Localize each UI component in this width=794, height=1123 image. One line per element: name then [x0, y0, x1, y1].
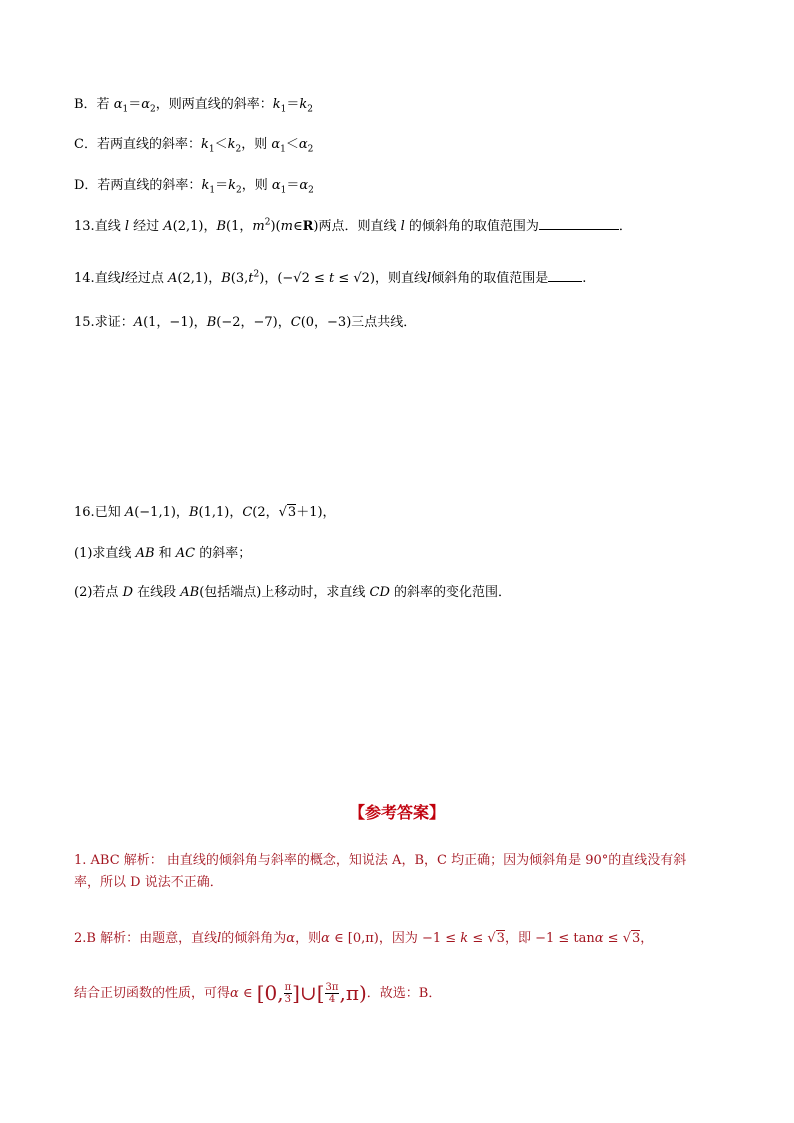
text: 经过点 — [124, 271, 169, 286]
equals: ＝ — [286, 97, 300, 112]
subscript: 1 — [208, 144, 215, 155]
t-symbol: t — [248, 271, 254, 286]
text: . — [582, 271, 587, 286]
point-b: B — [216, 219, 227, 234]
answer-blank[interactable] — [548, 269, 582, 282]
equals: ＝ — [215, 178, 229, 193]
text: ∈ — [238, 986, 257, 1001]
text: 已知 — [94, 505, 125, 520]
question-14 — [74, 269, 586, 288]
answer-1-line-2: 率，所以 D 说法不正确． — [74, 875, 223, 890]
text: (2， — [252, 505, 279, 520]
alpha-symbol: α — [594, 931, 604, 946]
text: 倾斜角的取值范围是 — [431, 271, 549, 286]
k-symbol: k — [272, 97, 281, 112]
text: )，(−√2 ≤ — [259, 271, 329, 286]
point-c: C — [290, 315, 301, 330]
alpha-symbol: α — [298, 137, 308, 152]
segment-ac: AC — [175, 546, 196, 561]
text: (0，−3)三点共线． — [300, 315, 417, 330]
text: )两点．则直线 — [313, 219, 401, 234]
point-b: B — [188, 505, 199, 520]
question-number: 15. — [74, 315, 95, 330]
text: ， — [640, 931, 654, 946]
superscript: 2 — [264, 217, 271, 228]
question-16 — [74, 504, 336, 522]
answer-blank[interactable] — [539, 217, 619, 230]
k-symbol: k — [201, 178, 210, 193]
segment-ab: AB — [135, 546, 155, 561]
text: 结合正切函数的性质，可得 — [74, 986, 231, 1001]
text: 2.B 解析：由题意，直线 — [74, 931, 218, 946]
subscript: 2 — [150, 104, 156, 115]
option-b — [74, 96, 313, 114]
text: ，即 −1 ≤ tan — [504, 931, 595, 946]
alpha-symbol: α — [286, 931, 296, 946]
fraction-pi-over-3 — [284, 982, 293, 1005]
real-set-symbol: R — [302, 219, 314, 234]
equals: ＝ — [128, 97, 142, 112]
alpha-symbol: α — [230, 986, 239, 1001]
point-a: A — [163, 219, 173, 234]
less-than: ＜ — [214, 137, 228, 152]
answer-2-line-1 — [74, 928, 724, 950]
text: ． — [618, 219, 632, 234]
subscript: 2 — [235, 185, 242, 196]
subscript: 1 — [280, 144, 286, 155]
alpha-symbol: α — [299, 178, 309, 193]
text: (1,1)， — [198, 505, 243, 520]
text: 和 — [154, 546, 176, 561]
subscript: 2 — [308, 185, 314, 196]
alpha-symbol: α — [271, 137, 281, 152]
text: ≤ √2)，则直线 — [334, 271, 428, 286]
option-c — [74, 136, 313, 154]
less-than: ＜ — [285, 137, 299, 152]
alpha-symbol: α — [141, 97, 150, 112]
subscript: 1 — [280, 185, 287, 196]
option-d — [74, 177, 314, 195]
alpha-symbol: α — [113, 97, 123, 112]
segment-ab: AB — [180, 585, 200, 600]
point-c: C — [242, 505, 253, 520]
answer-1 — [74, 850, 724, 894]
text: 直线 — [94, 219, 125, 234]
line-symbol: l — [120, 271, 125, 286]
interval-bracket: ]∪[ — [292, 981, 325, 1005]
point-a: A — [133, 315, 144, 330]
alpha-symbol: α — [271, 178, 281, 193]
text: ．故选：B． — [366, 986, 442, 1001]
superscript: 2 — [253, 269, 260, 280]
text: 的斜率的变化范围． — [389, 585, 512, 600]
numerator: 3π — [325, 982, 339, 993]
answer-2-line-2 — [74, 982, 724, 1005]
text: 经过 — [129, 219, 164, 234]
text: ∈ — [292, 219, 303, 234]
option-c-mid: ，则 — [241, 137, 272, 152]
k-symbol: k — [299, 97, 308, 112]
sqrt-sign: √ — [622, 931, 631, 946]
denominator: 3 — [284, 994, 292, 1005]
segment-cd: CD — [369, 585, 390, 600]
question-number: 16. — [74, 505, 95, 520]
point-a: A — [168, 271, 178, 286]
sqrt-sign: √ — [278, 505, 287, 520]
option-d-mid: ，则 — [241, 178, 272, 193]
option-b-mid: ，则两直线的斜率： — [155, 97, 273, 112]
point-b: B — [221, 271, 231, 286]
sqrt-value: 3 — [287, 505, 297, 520]
denominator: 4 — [328, 994, 336, 1005]
point-b: B — [206, 315, 217, 330]
subscript: 2 — [307, 104, 314, 115]
subscript: 1 — [209, 185, 216, 196]
k-symbol: k — [228, 178, 236, 193]
text: ＋1)， — [296, 505, 336, 520]
text: (2,1)， — [172, 219, 217, 234]
text: ∈ [0,π)，因为 −1 ≤ — [329, 931, 461, 946]
alpha-symbol: α — [321, 931, 330, 946]
fraction-3pi-over-4 — [325, 982, 340, 1005]
option-c-prefix: C．若两直线的斜率： — [74, 137, 201, 152]
point-a: A — [124, 505, 135, 520]
m-symbol: m — [252, 219, 265, 234]
text: 的倾斜角的取值范围为 — [404, 219, 539, 234]
subscript: 1 — [122, 104, 129, 115]
text: (3, — [230, 271, 249, 286]
answers-heading: 【参考答案】 — [348, 803, 445, 822]
m-symbol: m — [280, 219, 293, 234]
sqrt-sign: √ — [487, 931, 496, 946]
k-symbol: k — [460, 931, 469, 946]
line-symbol: l — [217, 931, 222, 946]
text: 直线 — [94, 271, 121, 286]
text: (2,1)， — [177, 271, 222, 286]
text: ≤ — [468, 931, 488, 946]
text: (−1,1)， — [134, 505, 189, 520]
text: (包括端点)上移动时，求直线 — [199, 585, 370, 600]
text: (2)若点 — [74, 585, 123, 600]
answer-1-line-1: 1. ABC 解析： 由直线的倾斜角与斜率的概念，知说法 A，B，C 均正确；因为倾斜角是 90°的直线没有斜 — [74, 853, 687, 868]
k-symbol: k — [227, 137, 236, 152]
text: 求证： — [94, 315, 134, 330]
numerator: π — [284, 982, 292, 993]
text: 的斜率； — [195, 546, 252, 561]
text: 的倾斜角为 — [221, 931, 287, 946]
text: (1， — [226, 219, 253, 234]
text: )( — [270, 219, 281, 234]
option-b-prefix: B．若 — [74, 97, 114, 112]
text: (−2，−7)， — [216, 315, 291, 330]
question-16-part-2 — [74, 584, 511, 602]
question-13 — [74, 217, 632, 236]
k-symbol: k — [200, 137, 209, 152]
sqrt-value: 3 — [496, 931, 505, 946]
line-symbol: l — [124, 219, 129, 234]
text: ≤ — [603, 931, 623, 946]
line-symbol: l — [427, 271, 432, 286]
option-d-prefix: D．若两直线的斜率： — [74, 178, 202, 193]
sqrt-value: 3 — [632, 931, 641, 946]
text: 在线段 — [133, 585, 181, 600]
question-number: 14. — [74, 271, 95, 286]
interval-bracket: ,π) — [339, 981, 367, 1005]
equals: ＝ — [286, 178, 300, 193]
point-d: D — [122, 585, 133, 600]
interval-bracket: [0, — [256, 981, 284, 1005]
subscript: 1 — [280, 104, 287, 115]
question-15 — [74, 314, 416, 332]
text: ，则 — [295, 931, 322, 946]
question-number: 13. — [74, 219, 95, 234]
question-16-part-1 — [74, 545, 251, 563]
text: (1，−1)， — [143, 315, 207, 330]
line-symbol: l — [400, 219, 405, 234]
subscript: 2 — [235, 144, 242, 155]
text: (1)求直线 — [74, 546, 136, 561]
t-symbol: t — [329, 271, 335, 286]
subscript: 2 — [307, 144, 314, 155]
